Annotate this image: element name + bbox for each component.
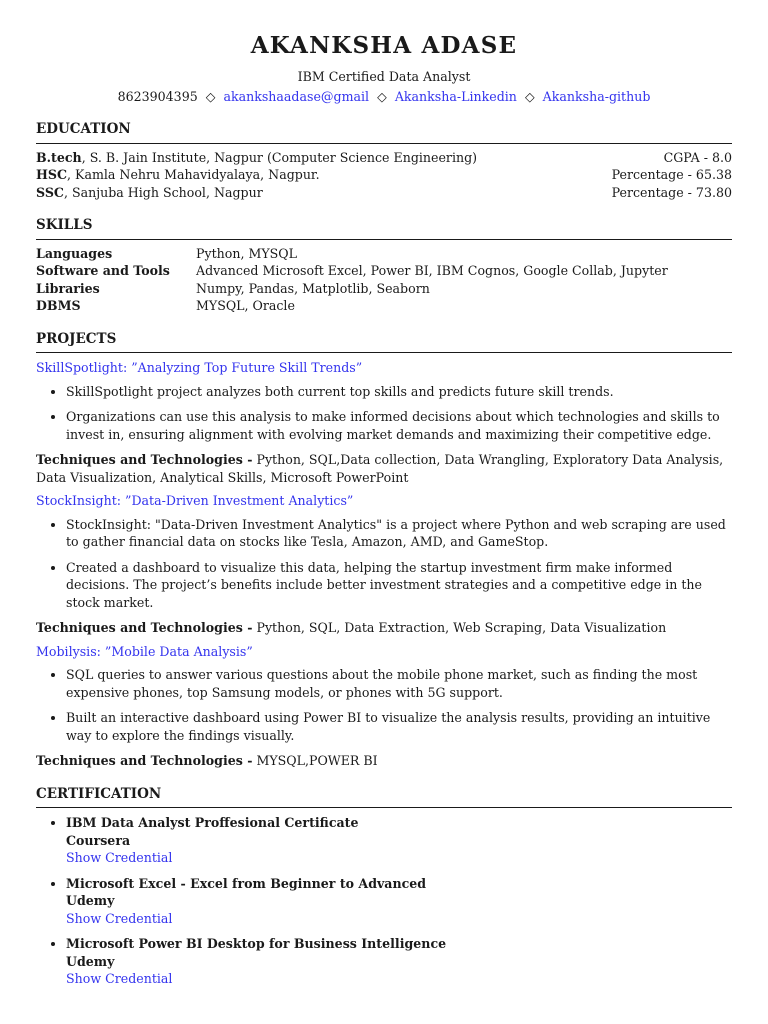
- list-item: • SkillSpotlight project analyzes both current top skills and predicts future skill trends.: [66, 383, 732, 401]
- skills-section: [36, 217, 732, 315]
- tech-label: Techniques and Technologies -: [36, 452, 253, 467]
- diamond-separator-icon: ◇: [205, 88, 216, 104]
- skill-values: MYSQL, Oracle: [196, 298, 295, 313]
- education-entry: [36, 184, 263, 202]
- project-title: Mobilysis: ”Mobile Data Analysis”: [36, 643, 253, 659]
- education-entry: [36, 166, 320, 184]
- institution: , Sanjuba High School, Nagpur: [63, 184, 263, 200]
- linkedin-link[interactable]: Akanksha-Linkedin: [394, 88, 517, 104]
- score: Percentage - 65.38: [611, 167, 732, 182]
- certification-section: [36, 786, 732, 988]
- candidate-name: AKANKSHA ADASE: [250, 32, 518, 59]
- skill-category: Software and Tools: [36, 263, 170, 278]
- certificate-name: • Microsoft Power BI Desktop for Business Intelligence: [66, 936, 447, 951]
- github-link[interactable]: Akanksha-github: [542, 88, 651, 104]
- institution: , Kamla Nehru Mahavidyalaya, Nagpur.: [67, 167, 320, 182]
- skill-row: [36, 262, 732, 280]
- score: CGPA - 8.0: [663, 149, 732, 165]
- degree: HSC: [36, 167, 68, 182]
- section-title: PROJECTS: [36, 331, 732, 354]
- education-row: [36, 149, 732, 167]
- show-credential-link[interactable]: Show Credential: [66, 910, 173, 926]
- tech-values: MYSQL,POWER BI: [252, 753, 378, 768]
- list-item: [66, 935, 732, 988]
- project-bullets: [36, 383, 732, 444]
- phone-number: 8623904395: [117, 88, 198, 104]
- tech-label: Techniques and Technologies -: [36, 753, 253, 768]
- project-tech: [36, 451, 732, 486]
- section-title: CERTIFICATION: [36, 786, 732, 809]
- skill-row: [36, 280, 732, 298]
- certificate-issuer: Coursera: [66, 832, 131, 848]
- project-item: [36, 359, 732, 486]
- diamond-separator-icon: ◇: [524, 88, 535, 104]
- education-row: [36, 184, 732, 202]
- tech-values: Python, SQL,Data collection, Data Wrangling, Exploratory Data Analysis, Data Visualization, Analytical Skills, Microsoft PowerPoint: [36, 452, 724, 485]
- certificate-issuer: Udemy: [66, 953, 115, 969]
- projects-section: [36, 331, 732, 770]
- project-title: SkillSpotlight: ”Analyzing Top Future Skill Trends”: [36, 360, 363, 375]
- degree: B.tech: [36, 149, 82, 165]
- project-item: [36, 492, 732, 637]
- skill-category: Libraries: [36, 280, 100, 296]
- institution: , S. B. Jain Institute, Nagpur (Computer Science Engineering): [81, 149, 478, 165]
- education-row: [36, 166, 732, 184]
- list-item: [66, 875, 732, 928]
- education-entry: [36, 149, 477, 167]
- skill-row: [36, 297, 732, 315]
- score: Percentage - 73.80: [611, 184, 732, 200]
- skills-list: [36, 245, 732, 315]
- skill-values: Advanced Microsoft Excel, Power BI, IBM Cognos, Google Collab, Jupyter: [196, 263, 668, 278]
- certificate-issuer: Udemy: [66, 893, 115, 908]
- list-item: • StockInsight: "Data-Driven Investment Analytics" is a project where Python and web scraping are used to gather financial data on stocks like Tesla, Amazon, AMD, and GameStop.: [66, 516, 732, 551]
- certificate-name: • IBM Data Analyst Proffesional Certificate: [66, 815, 359, 830]
- tech-label: Techniques and Technologies -: [36, 620, 253, 635]
- contact-line: [36, 88, 732, 106]
- education-section: [36, 121, 732, 201]
- list-item: • SQL queries to answer various questions about the mobile phone market, such as finding the most expensive phones, top Samsung models, or phones with 5G support.: [66, 666, 732, 701]
- skill-values: Python, MYSQL: [196, 245, 297, 261]
- email-link[interactable]: akankshaadase@gmail: [223, 88, 370, 104]
- show-credential-link[interactable]: Show Credential: [66, 850, 173, 865]
- project-bullets: [36, 516, 732, 612]
- list-item: • Built an interactive dashboard using Power BI to visualize the analysis results, providing an intuitive way to explore the findings visually.: [66, 709, 732, 744]
- education-list: [36, 149, 732, 202]
- candidate-subtitle: IBM Certified Data Analyst: [297, 69, 471, 84]
- list-item: • Created a dashboard to visualize this data, helping the startup investment firm make informed decisions. The project’s benefits include better investment strategies and a competitive edge in the stock market.: [66, 559, 732, 612]
- skill-values: Numpy, Pandas, Matplotlib, Seaborn: [196, 280, 430, 296]
- section-title: EDUCATION: [36, 121, 732, 144]
- project-bullets: [36, 666, 732, 744]
- skill-row: [36, 245, 732, 263]
- project-item: [36, 643, 732, 770]
- certificate-name: • Microsoft Excel - Excel from Beginner to Advanced: [66, 875, 427, 891]
- project-tech: [36, 752, 732, 770]
- skill-category: Languages: [36, 245, 113, 261]
- project-tech: [36, 619, 732, 637]
- list-item: • Organizations can use this analysis to make informed decisions about which technologies and skills to invest in, ensuring alignment with evolving market demands and maximizing their competitive edge.: [66, 408, 732, 443]
- section-title: SKILLS: [36, 217, 732, 240]
- project-title: StockInsight: ”Data-Driven Investment Analytics”: [36, 493, 354, 508]
- list-item: [66, 814, 732, 867]
- show-credential-link[interactable]: Show Credential: [66, 971, 173, 986]
- diamond-separator-icon: ◇: [377, 88, 387, 104]
- certification-list: [36, 814, 732, 988]
- degree: SSC: [36, 184, 64, 200]
- tech-values: Python, SQL, Data Extraction, Web Scraping, Data Visualization: [252, 620, 667, 635]
- skill-category: DBMS: [36, 298, 81, 313]
